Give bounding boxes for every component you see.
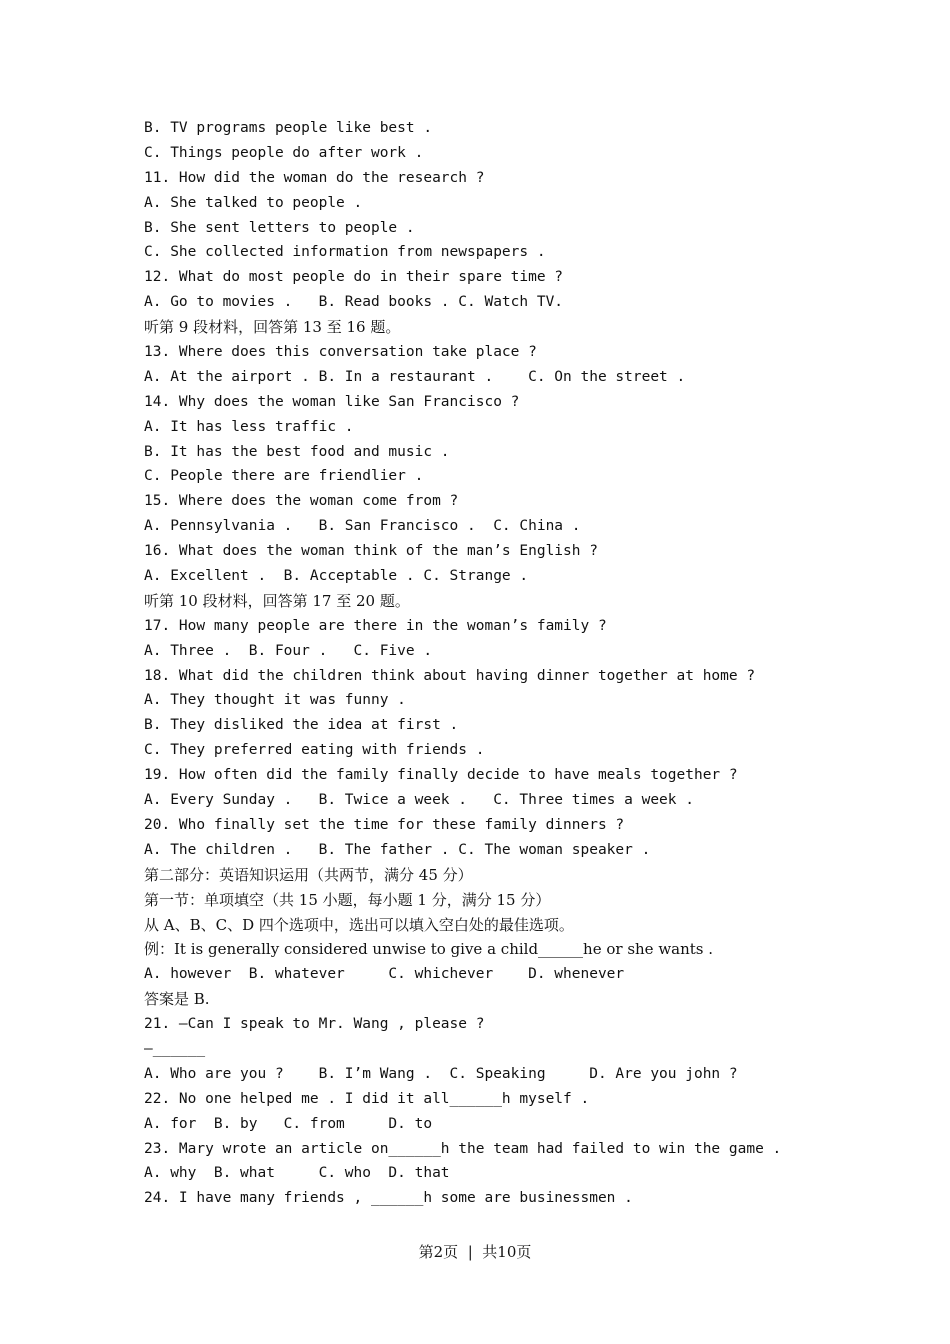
text-line: A. for B. by C. from D. to [144, 1115, 433, 1132]
text-line: A. why B. what C. who D. that [144, 1165, 450, 1182]
text-line: C. She collected information from newspapers . [144, 244, 546, 261]
text-line: A. Who are you ? B. I’m Wang . C. Speaking D. Are you john ? [144, 1065, 738, 1082]
text-line: 答案是 B. [144, 990, 210, 1009]
text-line: 24. I have many friends , ______h some are businessmen . [144, 1190, 633, 1207]
text-line: 听第 9 段材料，回答第 13 至 16 题。 [144, 318, 401, 337]
page-footer: 第2页 | 共10页 [418, 1243, 532, 1261]
text-line: B. She sent letters to people . [144, 219, 415, 236]
text-line: B. They disliked the idea at first . [144, 717, 459, 734]
text-line: 例：It is generally considered unwise to give a child______he or she wants . [144, 940, 714, 959]
text-line: A. Pennsylvania . B. San Francisco . C. China . [144, 518, 581, 535]
text-line: 17. How many people are there in the woman’s family ? [144, 617, 607, 634]
text-line: 12. What do most people do in their spare time ? [144, 269, 564, 286]
text-line: 19. How often did the family finally decide to have meals together ? [144, 767, 738, 784]
page-content [144, 116, 864, 1211]
text-line: A. The children . B. The father . C. The woman speaker . [144, 841, 651, 858]
text-line: A. Every Sunday . B. Twice a week . C. Three times a week . [144, 792, 694, 809]
text-line: A. Go to movies . B. Read books . C. Watch TV. [144, 294, 564, 311]
text-line: C. They preferred eating with friends . [144, 742, 485, 759]
text-line: A. Excellent . B. Acceptable . C. Strange . [144, 568, 529, 585]
text-line: 21. —Can I speak to Mr. Wang , please ? [144, 1016, 485, 1033]
text-line: A. She talked to people . [144, 194, 363, 211]
text-line: 16. What does the woman think of the man’s English ? [144, 543, 598, 560]
text-line: 22. No one helped me . I did it all______h myself . [144, 1090, 590, 1107]
text-line: 听第 10 段材料，回答第 17 至 20 题。 [144, 591, 410, 610]
text-line: 20. Who finally set the time for these family dinners ? [144, 816, 625, 833]
text-line: B. TV programs people like best . [144, 120, 433, 136]
text-line: 14. Why does the woman like San Francisco ? [144, 393, 520, 410]
text-line: C. People there are friendlier . [144, 468, 424, 485]
text-line: A. It has less traffic . [144, 418, 354, 435]
text-line: 11. How did the woman do the research ? [144, 169, 485, 186]
text-line: A. At the airport . B. In a restaurant . C. On the street . [144, 368, 686, 385]
text-line: 从 A、B、C、D 四个选项中，选出可以填入空白处的最佳选项。 [144, 915, 574, 934]
text-line: 第二部分：英语知识运用（共两节，满分 45 分） [144, 865, 473, 884]
text-line: C. Things people do after work . [144, 144, 424, 161]
text-line: 23. Mary wrote an article on______h the team had failed to win the game . [144, 1140, 782, 1157]
text-line: A. however B. whatever C. whichever D. whenever [144, 966, 625, 983]
text-line: A. They thought it was funny . [144, 692, 406, 709]
text-line: A. Three . B. Four . C. Five . [144, 642, 433, 659]
text-line: B. It has the best food and music . [144, 443, 450, 460]
text-line: —______ [144, 1040, 206, 1057]
text-line: 18. What did the children think about having dinner together at home ? [144, 667, 756, 684]
text-line: 第一节：单项填空（共 15 小题，每小题 1 分，满分 15 分） [144, 890, 551, 909]
text-line: 15. Where does the woman come from ? [144, 493, 459, 510]
text-line: 13. Where does this conversation take place ? [144, 344, 537, 361]
